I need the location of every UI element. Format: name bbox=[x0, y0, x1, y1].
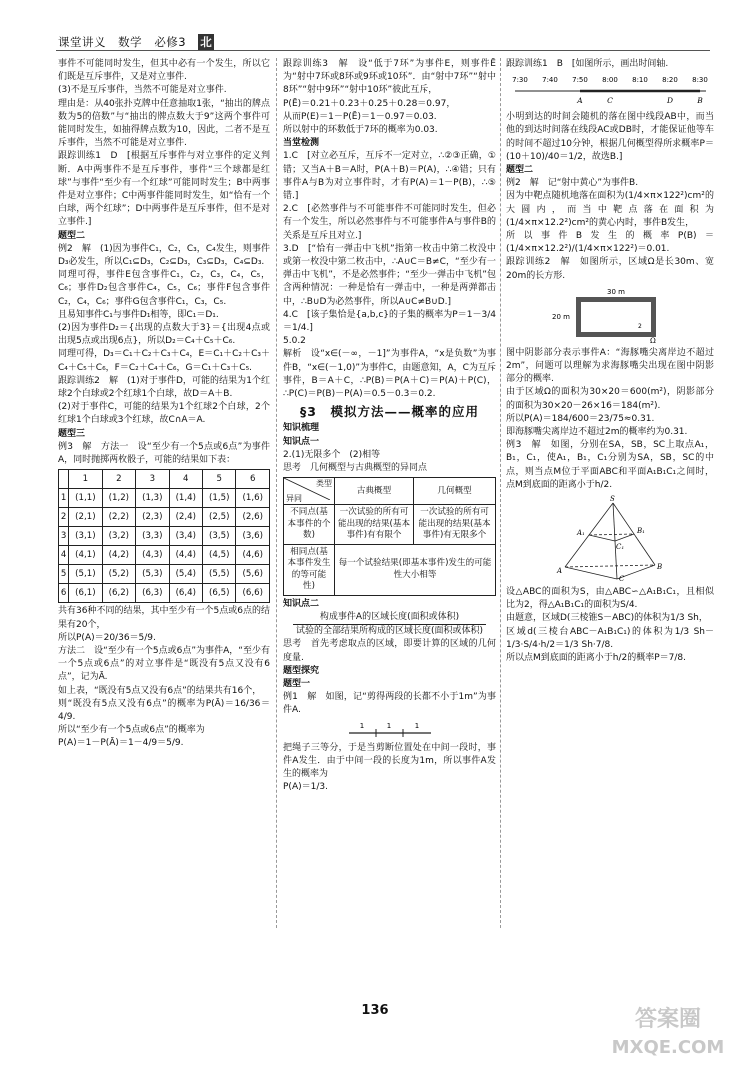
segment-label: 1 bbox=[359, 721, 364, 730]
header-divider bbox=[56, 50, 710, 51]
heading: 题型三 bbox=[58, 428, 86, 439]
time-tick: 7:30 bbox=[512, 76, 528, 85]
vertex-label: A bbox=[557, 567, 563, 576]
table-cell: (5,4) bbox=[169, 565, 202, 584]
heading: 题型二 bbox=[58, 230, 86, 241]
paragraph: 所以“至少有一个5点或6点”的概率为 bbox=[58, 725, 205, 736]
table-cell: 6 bbox=[59, 584, 69, 603]
vertex-label: C bbox=[619, 575, 625, 584]
edition-badge: 北 bbox=[200, 35, 213, 49]
paragraph: 把绳子三等分，于是当剪断位置处在中间一段时，事件A发生．由于中间一段的长度为1m，所以事件A发生的概率为 bbox=[283, 742, 496, 780]
table-cell: (3,1) bbox=[69, 527, 102, 546]
formula: P(A)＝1/3. bbox=[283, 782, 328, 793]
heading: 题型探究 bbox=[283, 665, 320, 676]
point-label: C bbox=[607, 96, 613, 106]
table-cell: (5,3) bbox=[136, 565, 169, 584]
pool-figure bbox=[550, 286, 670, 344]
table-cell: (1,5) bbox=[203, 489, 236, 508]
shade-width-label: 2 bbox=[638, 322, 642, 330]
row-label: 不同点(基本事件的个数) bbox=[284, 505, 335, 545]
table-row bbox=[59, 489, 270, 508]
paragraph: (3)不是互斥事件，当然不可能是对立事件. bbox=[58, 85, 227, 96]
formula: 从而P(E)＝1－P(Ē)＝1－0.97＝0.03. bbox=[283, 111, 437, 122]
paragraph: 所以点M到底面的距离小于h/2的概率P＝7/8. bbox=[506, 653, 687, 664]
paragraph: 事件不可能同时发生，但其中必有一个发生，所以它们既是互斥事件，又是对立事件. bbox=[58, 59, 270, 83]
watermark-url: MXQE.COM bbox=[611, 1037, 725, 1058]
width-label: 30 m bbox=[607, 287, 625, 296]
paragraph: 即海豚嘴尖离岸边不超过2m的概率约为0.31. bbox=[506, 427, 688, 438]
fraction-numerator: 构成事件A的区域长度(面积或体积) bbox=[293, 611, 486, 625]
table-cell: (5,6) bbox=[236, 565, 270, 584]
paragraph: 同理可得，事件E包含事件C₁，C₂，C₃，C₄，C₅，C₆；事件D₂包含事件C₄，C₅，C₆；事件F包含事件C₂，C₄，C₆；事件G包含事件C₁，C₃，C₅. bbox=[58, 270, 270, 307]
paragraph: 跟踪训练2 解 (1)对于事件D，可能的结果为1个红球2个白球或2个红球1个白球，故D＝A＋B. bbox=[58, 375, 270, 400]
diagonal-bottom-label: 异同 bbox=[286, 493, 302, 503]
paragraph: 例3 解 方法一 设“至少有一个5点或6点”为事件A，同时抛掷两枚骰子，可能的结果如下表： bbox=[58, 441, 270, 466]
rope-figure bbox=[345, 721, 435, 739]
paragraph: 设△ABC的面积为S，由△ABC∽△A₁B₁C₁，且相似比为2，得△A₁B₁C₁的面积为S/4. bbox=[506, 587, 714, 611]
page-number: 136 bbox=[361, 1003, 389, 1018]
vertex-label: A₁ bbox=[577, 529, 585, 538]
table-cell: (4,1) bbox=[69, 546, 102, 565]
formula: 所以P(A)＝20/36＝5/9. bbox=[58, 632, 156, 643]
paragraph: 跟踪训练1 D [根据互斥事件与对立事件的定义判断．A中两事件不是互斥事件，事件“三个球都是红球”与事件“至少有一个红球”可能同时发生；B中两事件是对立事件；C中两事件能同时发生，如“恰有一个白球，两个红球”；D中两事件是互斥事件，但不是对立事件.] bbox=[58, 151, 270, 228]
table-header-cell: 3 bbox=[136, 470, 169, 489]
table-cell: (5,2) bbox=[102, 565, 135, 584]
paragraph: 思考 首先考虑取点的区域，即要计算的区域的几何度量. bbox=[283, 639, 496, 663]
paragraph: 因为中靶点随机地落在面积为(1/4×π×122²)cm²的大圆内，而当中靶点落在面积为(1/4×π×12.2²)cm²的黄心内时，事件B发生， bbox=[506, 191, 714, 228]
table-cell: (2,5) bbox=[203, 508, 236, 527]
paragraph: 图中阴影部分表示事件A：“海豚嘴尖离岸边不超过2m”，问题可以理解为求海豚嘴尖出现在图中阴影部分的概率. bbox=[506, 347, 714, 385]
paragraph: 小明到达的时间会随机的落在图中线段AB中，而当他的到达时间落在线段AC或DB时，才能保证他等车的时间不超过10分钟，根据几何概型得所求概率P＝(10＋10)/40＝1/2，故选B.] bbox=[506, 112, 714, 162]
header-item: 课堂讲义 bbox=[58, 35, 106, 49]
table-row bbox=[59, 527, 270, 546]
header-item: 数学 bbox=[118, 35, 143, 49]
table-header-cell: 5 bbox=[203, 470, 236, 489]
table-cell: 5 bbox=[59, 565, 69, 584]
paragraph: 跟踪训练2 解 如图所示，区域Ω是长30m、宽20m的长方形. bbox=[506, 257, 714, 281]
paragraph: 2.C [必然事件与不可能事件不可能同时发生，但必有一个发生，所以必然事件与不可能事件A与事件B的关系是互斥且对立.] bbox=[283, 204, 496, 241]
paragraph: 例2 解 (1)因为事件C₁，C₂，C₃，C₄发生，则事件D₃必发生，所以C₁⊆D₃，C₂⊆D₃，C₃⊆D₃，C₄⊆D₃. bbox=[58, 243, 270, 268]
paragraph: 由题意，区域D(三棱锥S－ABC)的体积为1/3 Sh， bbox=[506, 613, 708, 624]
table-cell: (2,4) bbox=[169, 508, 202, 527]
column-middle bbox=[283, 58, 496, 918]
table-cell: (2,1) bbox=[69, 508, 102, 527]
table-cell: (1,6) bbox=[236, 489, 270, 508]
paragraph: 例3 解 如图，分别在SA，SB，SC上取点A₁，B₁，C₁，使A₁，B₁，C₁分别为SA，SB，SC的中点，则当点M位于平面ABC和平面A₁B₁C₁之间时，点M到底面的距离小于h/2. bbox=[506, 440, 714, 490]
table-cell: (3,5) bbox=[203, 527, 236, 546]
paragraph: 跟踪训练3 解 设“低于7环”为事件E，则事件Ē为“射中7环或8环或9环或10环”．由“射中7环”“射中8环”“射中9环”“射中10环”彼此互斥， bbox=[283, 59, 496, 96]
paragraph: 跟踪训练1 B [如图所示，画出时间轴. bbox=[506, 59, 669, 69]
section-title: §3 模拟方法——概率的应用 bbox=[300, 404, 479, 420]
table-cell: (3,3) bbox=[136, 527, 169, 546]
diagonal-header-cell bbox=[284, 478, 335, 505]
paragraph: 区域d(三棱台ABC－A₁B₁C₁)的体积为1/3 Sh－1/3·S/4·h/2＝1/3 Sh·7/8. bbox=[506, 626, 714, 650]
paragraph: 思考 几何概型与古典概型的异同点 bbox=[283, 463, 428, 474]
table-cell: (4,5) bbox=[203, 546, 236, 565]
table-header-cell: 1 bbox=[69, 470, 102, 489]
paragraph: 且易知事件C₁与事件D₁相等，即C₁＝D₁. bbox=[58, 309, 219, 320]
point-label: B bbox=[697, 96, 703, 106]
heading: 当堂检测 bbox=[283, 138, 320, 149]
paragraph: 如上表，“既没有5点又没有6点”的结果共有16个， bbox=[58, 685, 262, 696]
table-cell: (6,4) bbox=[169, 584, 202, 603]
table-cell: (3,4) bbox=[169, 527, 202, 546]
table-row bbox=[59, 565, 270, 584]
vertex-label: B bbox=[657, 563, 663, 572]
paragraph: 4.C [该子集恰是{a,b,c}的子集的概率为P＝1－3/4＝1/4.] bbox=[283, 309, 496, 334]
header-item: 必修3 bbox=[154, 35, 187, 49]
table-header-cell: 4 bbox=[169, 470, 202, 489]
table-cell: 1 bbox=[59, 489, 69, 508]
table-header-cell: 古典概型 bbox=[335, 478, 414, 505]
table-cell: (4,2) bbox=[102, 546, 135, 565]
table-cell: (1,1) bbox=[69, 489, 102, 508]
table-row bbox=[284, 505, 496, 545]
table-cell: (2,2) bbox=[102, 508, 135, 527]
paragraph: (2)对于事件C，可能的结果为1个红球2个白球，2个红球1个白球或3个红球，故C∩A＝A. bbox=[58, 402, 270, 426]
time-tick: 7:40 bbox=[542, 76, 558, 85]
segment-label: 1 bbox=[414, 721, 419, 730]
watermark-text: 答案圈 bbox=[634, 1007, 701, 1032]
page-header bbox=[58, 34, 222, 50]
time-tick: 8:20 bbox=[662, 76, 678, 85]
table-cell: (1,2) bbox=[102, 489, 135, 508]
heading: 知识点二 bbox=[283, 598, 320, 609]
formula: 所以事件B发生的概率P(B)＝(1/4×π×12.2²)/(1/4×π×122²)＝0.01. bbox=[506, 231, 714, 255]
paragraph: 共有36种不同的结果，其中至少有一个5点或6点的结果有20个， bbox=[58, 606, 270, 630]
diagonal-top-label: 类型 bbox=[316, 479, 332, 489]
table-cell: 4 bbox=[59, 546, 69, 565]
vertex-label: S bbox=[610, 495, 615, 504]
region-label: Ω bbox=[650, 336, 656, 344]
table-cell: 2 bbox=[59, 508, 69, 527]
comparison-table bbox=[283, 477, 496, 596]
column-divider bbox=[276, 58, 277, 928]
column-divider bbox=[500, 58, 501, 928]
paragraph: 例1 解 如图，记“剪得两段的长都不小于1m”为事件A. bbox=[283, 692, 496, 716]
formula: P(Ē)＝0.21＋0.23＋0.25＋0.28＝0.97， bbox=[283, 98, 456, 109]
fraction-denominator: 试验的全部结果所构成的区域长度(面积或体积) bbox=[295, 626, 484, 637]
watermark-logo bbox=[604, 1006, 732, 1064]
paragraph: (2)因为事件D₂＝{出现的点数大于3}＝{出现4点或出现5点或出现6点}，所以D₂＝C₄＋C₅＋C₆. bbox=[58, 323, 270, 347]
vertex-label: B₁ bbox=[637, 527, 645, 536]
paragraph: 由于区域Ω的面积为30×20＝600(m²)，阴影部分的面积为30×20－26×16＝184(m²). bbox=[506, 387, 714, 411]
paragraph: 1.C [对立必互斥，互斥不一定对立，∴②③正确，①错；又当A＋B＝A时，P(A＋B)＝P(A)，∴④错；只有事件A与B为对立事件时，才有P(A)＝1－P(B)，∴⑤错.] bbox=[283, 151, 496, 202]
table-row bbox=[59, 508, 270, 527]
paragraph: 则“既没有5点又没有6点”的概率为P(Ā)＝16/36＝4/9. bbox=[58, 698, 270, 722]
table-cell: (5,5) bbox=[203, 565, 236, 584]
paragraph: 解析 设“x∈(－∞，－1]”为事件A，“x是负数”为事件B，“x∈(－1,0)”为事件C，由题意知，A，C为互斥事件，B＝A＋C，∴P(B)＝P(A＋C)＝P(A)＋P(C)，∴P(C)＝P(B)－P(A)＝0.5－0.3＝0.2. bbox=[283, 349, 496, 400]
formula: 所以P(A)＝184/600＝23/75≈0.31. bbox=[506, 413, 655, 424]
time-tick: 8:30 bbox=[692, 76, 708, 85]
point-label: A bbox=[577, 96, 583, 106]
heading: 知识点一 bbox=[283, 436, 320, 447]
table-cell: (2,3) bbox=[136, 508, 169, 527]
table-header-cell bbox=[59, 470, 69, 489]
table-cell: (3,6) bbox=[236, 527, 270, 546]
table-cell: (3,2) bbox=[102, 527, 135, 546]
heading: 知识梳理 bbox=[283, 423, 320, 434]
table-cell: (6,5) bbox=[203, 584, 236, 603]
table-header-cell: 2 bbox=[102, 470, 135, 489]
paragraph: 同理可得，D₃＝C₁＋C₂＋C₃＋C₄，E＝C₁＋C₂＋C₃＋C₄＋C₅＋C₆，F＝C₂＋C₄＋C₆，G＝C₁＋C₃＋C₅. bbox=[58, 349, 270, 373]
table-cell: (1,3) bbox=[136, 489, 169, 508]
table-row bbox=[59, 546, 270, 565]
vertex-label: C₁ bbox=[616, 543, 625, 552]
table-cell: 3 bbox=[59, 527, 69, 546]
table-cell: (2,6) bbox=[236, 508, 270, 527]
heading: 题型二 bbox=[506, 165, 534, 176]
time-tick: 8:00 bbox=[602, 76, 618, 85]
paragraph: 所以射中的环数低于7环的概率为0.03. bbox=[283, 125, 438, 136]
row-label: 相同点(基本事件发生的等可能性) bbox=[284, 544, 335, 595]
table-header-cell: 几何概型 bbox=[414, 478, 496, 505]
column-right bbox=[506, 58, 714, 918]
table-cell: (6,2) bbox=[102, 584, 135, 603]
timeline-figure bbox=[510, 74, 710, 108]
paragraph: 方法二 设“至少有一个5点或6点”为事件A，“至少有一个5点或6点”的对立事件是“既没有5点又没有6点”，记为Ā. bbox=[58, 645, 270, 683]
paragraph: 5.0.2 bbox=[283, 336, 306, 347]
paragraph: 3.D [“恰有一弹击中飞机”指第一枚击中第二枚没中或第一枚没中第二枚击中，∴A∪C＝B≠C，“至少有一弹击中飞机”，不是必然事件；“至少一弹击中飞机”包含两种情况：一种是恰有一弹击中，一种是两弹都击中，∴B∪D为必然事件，所以A∪C≠B∪D.] bbox=[283, 243, 496, 307]
table-cell: 一次试验的所有可能出现的结果(基本事件)有有限个 bbox=[335, 505, 414, 545]
table-row bbox=[284, 544, 496, 595]
paragraph: 理由是：从40张扑克牌中任意抽取1张，“抽出的牌点数为5的倍数”与“抽出的牌点数大于9”这两个事件可能同时发生，如抽得牌点数为10，因此，二者不是互斥事件，当然不可能是对立事件. bbox=[58, 98, 270, 149]
table-cell: (4,4) bbox=[169, 546, 202, 565]
time-tick: 8:10 bbox=[632, 76, 648, 85]
time-tick: 7:50 bbox=[572, 76, 588, 85]
table-row bbox=[59, 584, 270, 603]
point-label: D bbox=[666, 96, 674, 106]
pyramid-figure bbox=[555, 495, 665, 583]
paragraph: 例2 解 记“射中黄心”为事件B. bbox=[506, 178, 639, 189]
table-cell: (4,3) bbox=[136, 546, 169, 565]
segment-label: 1 bbox=[386, 721, 391, 730]
heading: 题型一 bbox=[283, 679, 311, 690]
table-cell: (6,1) bbox=[69, 584, 102, 603]
table-header-cell: 6 bbox=[236, 470, 270, 489]
table-cell: 每一个试验结果(即基本事件)发生的可能性大小相等 bbox=[335, 544, 496, 595]
formula: P(A)＝1－P(Ā)＝1－4/9＝5/9. bbox=[58, 738, 184, 749]
table-cell: (5,1) bbox=[69, 565, 102, 584]
table-cell: (4,6) bbox=[236, 546, 270, 565]
table-cell: (1,4) bbox=[169, 489, 202, 508]
dice-table bbox=[58, 469, 270, 603]
table-cell: (6,3) bbox=[136, 584, 169, 603]
paragraph: 2.(1)无限多个 (2)相等 bbox=[283, 449, 381, 460]
column-left bbox=[58, 58, 270, 918]
height-label: 20 m bbox=[552, 312, 570, 321]
table-cell: 一次试验的所有可能出现的结果(基本事件)有无限多个 bbox=[414, 505, 496, 545]
table-cell: (6,6) bbox=[236, 584, 270, 603]
